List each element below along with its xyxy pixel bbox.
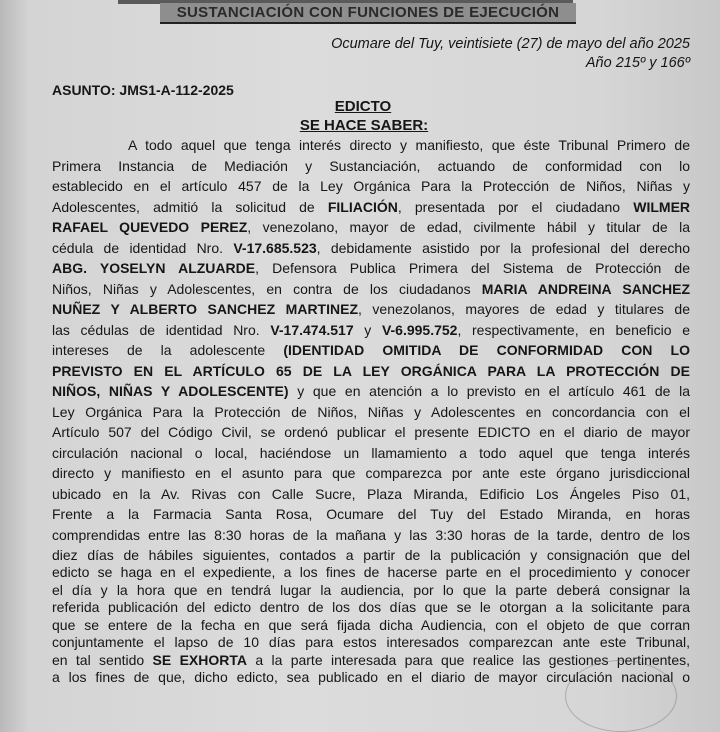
- body-line: [52, 299, 690, 320]
- body-line: [52, 402, 690, 423]
- body-line: [52, 545, 690, 566]
- text: Primera Instancia de Mediación y Sustanciación, actuando de conformidad con lo: [52, 157, 690, 174]
- body-line: [52, 443, 690, 464]
- body-line: [52, 599, 690, 617]
- body-line: [52, 504, 690, 525]
- text: Niños, Niñas y Adolescentes, en contra de los ciudadanos: [52, 280, 482, 297]
- text: intereses de la adolescente: [52, 342, 284, 358]
- body-line: [52, 156, 690, 177]
- body-line: [52, 217, 690, 238]
- bold-text: NIÑOS, NIÑAS Y ADOLESCENTE): [52, 383, 289, 399]
- text: diez días de hábiles siguientes, contados a partir de la publicación y consignación que del: [52, 547, 690, 563]
- body-line: [52, 525, 690, 546]
- date-block: [331, 35, 690, 73]
- document-title: EDICTO: [334, 98, 392, 115]
- bold-text: PREVISTO EN EL ARTÍCULO 65 DE LA LEY ORGÁNICA PARA LA PROTECCIÓN DE: [52, 362, 690, 379]
- text: que se entere de la fecha en que será fijada dicha Audiencia, con el objeto de que corran: [52, 616, 690, 633]
- place-date: Ocumare del Tuy, veintisiete (27) de mayo del año 2025: [331, 36, 690, 52]
- body-line: [52, 135, 690, 156]
- body-line: [52, 634, 690, 652]
- body-line: [52, 176, 690, 197]
- bold-text: SE EXHORTA: [152, 651, 247, 668]
- text: A todo aquel que tenga interés directo y manifiesto, que éste Tribunal Primero de: [128, 137, 690, 153]
- bold-text: NUÑEZ Y ALBERTO SANCHEZ MARTINEZ: [52, 301, 358, 317]
- text: y que en atención a lo previsto en el artículo 461 de la: [288, 383, 691, 399]
- text: Frente a la Farmacia Santa Rosa, Ocumare del Tuy del Estado Miranda, en horas: [52, 506, 690, 522]
- bold-text: (IDENTIDAD OMITIDA DE CONFORMIDAD CON LO: [283, 342, 690, 358]
- text: referida publicación del edicto dentro de los dos días que se le otorgan a la solicitante para: [52, 599, 690, 615]
- body-line: [52, 463, 690, 484]
- text: y: [353, 321, 382, 338]
- text: , venezolano, mayor de edad, civilmente hábil y titular de la: [247, 219, 690, 235]
- bold-text: V-17.474.517: [270, 321, 354, 338]
- bold-text: RAFAEL QUEVEDO PEREZ: [52, 219, 248, 235]
- text: conjuntamente el lapso de 10 días para estos interesados comparezcan ante este Tribunal,: [52, 634, 690, 650]
- body-line: [52, 422, 690, 443]
- body-line: [52, 582, 690, 600]
- year-line: Año 215º y 166º: [585, 55, 690, 71]
- text: en tal sentido: [52, 651, 153, 668]
- text: a la parte interesada para que realice las gestiones pertinentes,: [246, 651, 691, 668]
- body-line: [52, 238, 690, 259]
- text: , venezolanos, mayores de edad y titulares de: [358, 301, 690, 317]
- bold-text: V-6.995.752: [381, 321, 458, 338]
- official-stamp: [565, 660, 677, 732]
- body-line: [52, 258, 690, 279]
- text: Adolescentes, admitió la solicitud de: [52, 198, 328, 215]
- case-number: ASUNTO: JMS1-A-112-2025: [52, 82, 234, 98]
- body-line: [52, 197, 690, 218]
- bold-text: ABG. YOSELYN ALZUARDE: [52, 260, 256, 276]
- body-line: [52, 564, 690, 582]
- body-line: [52, 340, 690, 361]
- text: circulación nacional o local, haciéndose un llamamiento a todo aquel que tenga interés: [52, 444, 690, 461]
- text: Ley Orgánica Para la Protección de Niños, Niñas y Adolescentes en concordancia con el: [52, 403, 690, 420]
- text: , presentada por el ciudadano: [397, 198, 634, 215]
- body-line: [52, 320, 690, 341]
- text: cédula de identidad Nro.: [52, 239, 234, 256]
- text: directo y manifiesto en el asunto para que comparezca por ante este órgano jurisdiccional: [52, 465, 690, 481]
- bold-text: FILIACIÓN: [327, 198, 398, 215]
- text: a los fines de que, dicho edicto, sea publicado en el diario de mayor circulación nacional o: [52, 669, 690, 685]
- document-subtitle: SE HACE SABER:: [299, 117, 429, 134]
- body-line: [52, 279, 690, 300]
- text: , Defensora Publica Primera del Sistema de Protección de: [255, 260, 690, 276]
- text: Artículo 507 del Código Civil, se ordenó publicar el presente EDICTO en el diario de mayor: [52, 424, 690, 440]
- bold-text: MARIA ANDREINA SANCHEZ: [481, 280, 690, 297]
- text: edicto se haga en el expediente, a los fines de hacerse parte en el procedimiento y conocer: [52, 564, 690, 580]
- body-text: [52, 135, 690, 566]
- text: , debidamente asistido por la profesional del derecho: [316, 239, 690, 256]
- body-line: [52, 361, 690, 382]
- bold-text: WILMER: [633, 198, 691, 215]
- text: ubicado en la Av. Rivas con Calle Sucre, Plaza Miranda, Edificio Los Ángeles Piso 01,: [52, 485, 690, 502]
- tribunal-header: SUSTANCIACIÓN CON FUNCIONES DE EJECUCIÓN: [160, 3, 576, 24]
- text: el día y la hora que en tendrá lugar la audiencia, por lo que la parte deberá consignar la: [52, 581, 690, 598]
- text: comprendidas entre las 8:30 horas de la mañana y las 3:30 horas de la tarde, dentro de los: [52, 526, 690, 543]
- body-line: [52, 484, 690, 505]
- bold-text: V-17.685.523: [233, 239, 317, 256]
- body-line: [52, 381, 690, 402]
- text: , respectivamente, en beneficio e: [457, 321, 690, 338]
- body-line: [52, 617, 690, 635]
- text: las cédulas de identidad Nro.: [52, 321, 271, 338]
- text: establecido en el artículo 457 de la Ley Orgánica Para la Protección de Niños, Niñas y: [52, 178, 690, 194]
